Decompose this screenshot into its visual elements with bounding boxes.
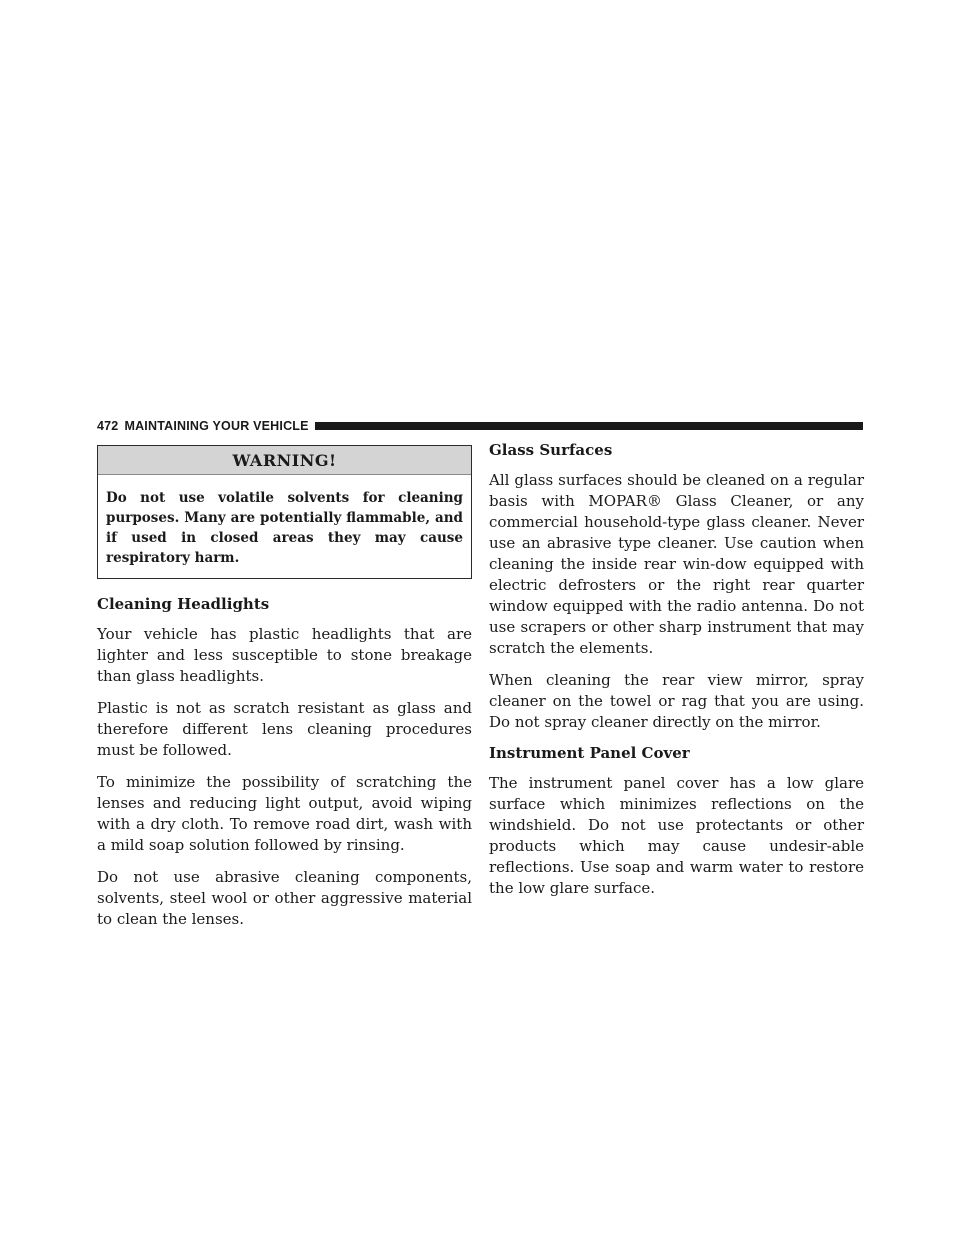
warning-text: Do not use volatile solvents for cleaning purposes. Many are potentially flammable, and if used in closed areas they may cause respiratory harm. xyxy=(106,490,463,566)
warning-title: WARNING! xyxy=(98,446,471,475)
cleaning-headlights-paragraph: Your vehicle has plastic headlights that are lighter and less susceptible to stone breakage than glass headlights. xyxy=(97,625,472,685)
warning-box xyxy=(97,445,472,579)
page-header xyxy=(97,418,863,434)
page-number: 472 xyxy=(97,419,119,433)
cleaning-headlights-paragraph: Do not use abrasive cleaning components, solvents, steel wool or other aggressive material to clean the lenses. xyxy=(97,868,472,928)
glass-surfaces-paragraph: When cleaning the rear view mirror, spray cleaner on the towel or rag that you are using. Do not spray cleaner directly on the mirror. xyxy=(489,671,864,731)
section-title: MAINTAINING YOUR VEHICLE xyxy=(124,419,309,433)
cleaning-headlights-paragraph: To minimize the possibility of scratching the lenses and reducing light output, avoid wiping with a dry cloth. To remove road dirt, wash with a mild soap solution followed by rinsing. xyxy=(97,773,472,854)
right-column xyxy=(489,441,864,910)
header-rule xyxy=(315,422,863,430)
cleaning-headlights-heading: Cleaning Headlights xyxy=(97,595,270,613)
instrument-panel-heading: Instrument Panel Cover xyxy=(489,744,690,762)
glass-surfaces-paragraph: All glass surfaces should be cleaned on a regular basis with MOPAR® Glass Cleaner, or any commercial household-type glass cleaner. Never use an abrasive type cleaner. Use caution when cleaning the inside rear win-dow equipped with electric defrosters or the right rear quarter window equipped with the radio antenna. Do not use scrapers or other sharp instrument that may scratch the elements. xyxy=(489,471,864,657)
cleaning-headlights-paragraph: Plastic is not as scratch resistant as glass and therefore different lens cleaning procedures must be followed. xyxy=(97,699,472,759)
glass-surfaces-heading: Glass Surfaces xyxy=(489,441,613,459)
left-column xyxy=(97,445,472,941)
instrument-panel-paragraph: The instrument panel cover has a low glare surface which minimizes reflections on the windshield. Do not use protectants or other products which may cause undesir-able reflections. Use soap and warm water to restore the low glare surface. xyxy=(489,774,864,897)
